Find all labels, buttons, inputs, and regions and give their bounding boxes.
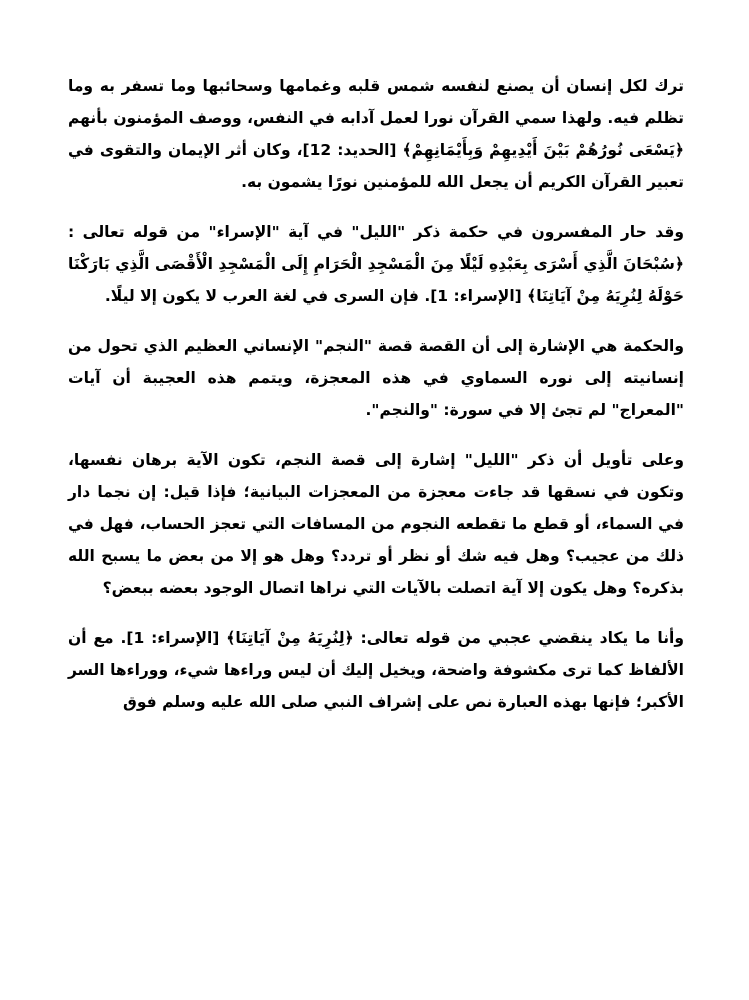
paragraph: وأنا ما يكاد ينقضي عجبي من قوله تعالى: ﴿لِنُرِيَهُ مِنْ آيَاتِنَا﴾ [الإسراء: 1]. مع أن الألفاظ كما ترى مكشوفة واضحة، ويخيل إليك أن ليس وراءها شيء، ووراءها السر الأكبر؛ فإنها بهذه العبارة نص على إشراف النبي صلى الله عليه وسلم فوق: [68, 629, 684, 711]
document-page: [68, 70, 684, 736]
paragraph: وعلى تأويل أن ذكر "الليل" إشارة إلى قصة النجم، تكون الآية برهان نفسها، وتكون في نسقها قد جاءت معجزة من المعجزات البيانية؛ فإذا قيل: إن نجما دار في السماء، أو قطع ما تقطعه النجوم من المسافات التي تعجز الحساب، فهل في ذلك من عجيب؟ وهل فيه شك أو نظر أو تردد؟ وهل هو إلا من بعض ما يسبح الله بذكره؟ وهل يكون إلا آية اتصلت بالآيات التي نراها اتصال الوجود بعضه ببعض؟: [68, 451, 684, 597]
paragraph: ترك لكل إنسان أن يصنع لنفسه شمس قلبه وغمامها وسحائبها وما تسفر به وما تظلم فيه. ولهذا سمي القرآن نورا لعمل آدابه في النفس، ووصف المؤمنون بأنهم ﴿يَسْعَى نُورُهُمْ بَيْنَ أَيْدِيهِمْ وَبِأَيْمَانِهِمْ﴾ [الحديد: 12]، وكان أثر الإيمان والتقوى في تعبير القرآن الكريم أن يجعل الله للمؤمنين نورًا يشمون به.: [68, 77, 684, 191]
paragraph: وقد حار المفسرون في حكمة ذكر "الليل" في آية "الإسراء" من قوله تعالى : ﴿سُبْحَانَ الَّذِي أَسْرَى بِعَبْدِهِ لَيْلًا مِنَ الْمَسْجِدِ الْحَرَامِ إِلَى الْمَسْجِدِ الْأَقْصَى الَّذِي بَارَكْنَا حَوْلَهُ لِنُرِيَهُ مِنْ آيَاتِنَا﴾ [الإسراء: 1]. فإن السرى في لغة العرب لا يكون إلا ليلًا.: [68, 223, 684, 305]
paragraph: والحكمة هي الإشارة إلى أن القصة قصة "النجم" الإنساني العظيم الذي تحول من إنسانيته إلى نوره السماوي في هذه المعجزة، ويتمم هذه العجيبة أن آيات "المعراج" لم تجئ إلا في سورة: "والنجم".: [68, 337, 684, 419]
